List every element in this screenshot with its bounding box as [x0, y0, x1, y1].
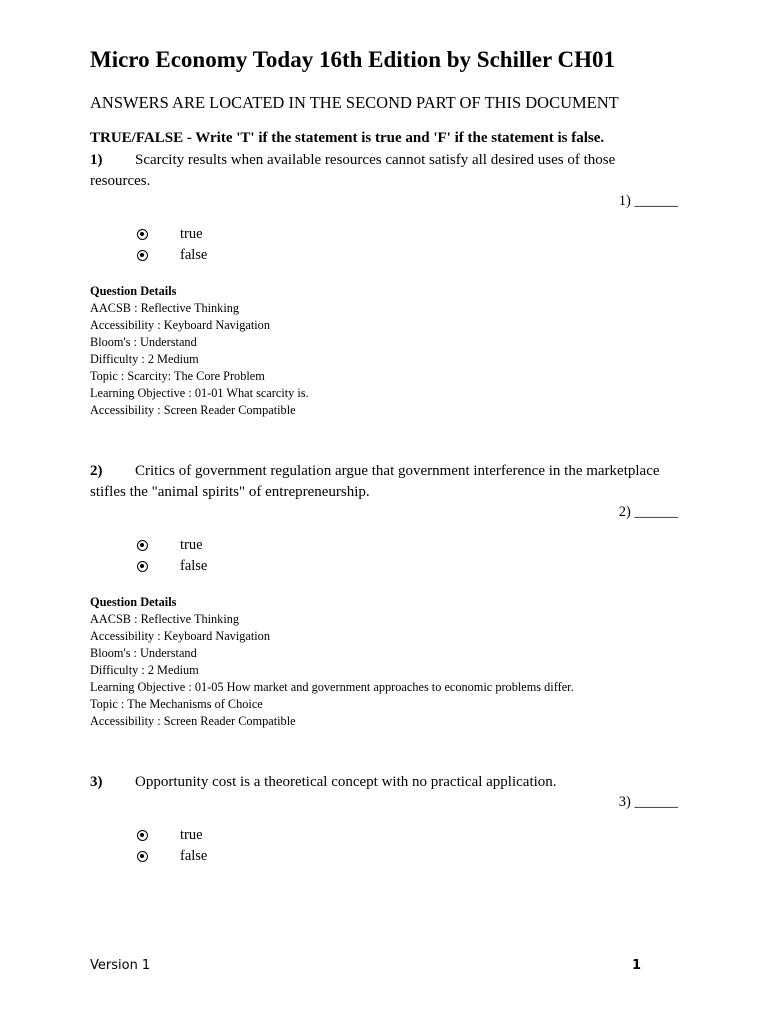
question-2-details: [90, 594, 574, 730]
detail-accessibility: Accessibility : Screen Reader Compatible: [90, 714, 296, 728]
detail-learning-objective: Learning Objective : 01-05 How market and government approaches to economic problems differ.: [90, 680, 574, 694]
footer-page-number: 1: [632, 958, 642, 973]
details-heading: Question Details: [90, 284, 177, 298]
question-2-number: 2): [90, 463, 103, 479]
instructions: TRUE/FALSE - Write 'T' if the statement is true and 'F' if the statement is false.: [90, 130, 605, 146]
detail-learning-objective: Learning Objective : 01-01 What scarcity is.: [90, 386, 309, 400]
question-1-line2: resources.: [90, 173, 151, 189]
question-2-line2: stifles the "animal spirits" of entrepreneurship.: [90, 484, 370, 500]
document-subtitle: ANSWERS ARE LOCATED IN THE SECOND PART OF THIS DOCUMENT: [90, 93, 619, 112]
question-2-answer-blank[interactable]: 2) ______: [618, 504, 678, 520]
question-1-line1: Scarcity results when available resources cannot satisfy all desired uses of those: [135, 152, 616, 168]
question-1-text: [90, 150, 615, 171]
question-1-false-radio[interactable]: [137, 250, 148, 261]
detail-difficulty: Difficulty : 2 Medium: [90, 352, 199, 366]
question-1-number: 1): [90, 152, 103, 168]
question-3-answer-blank[interactable]: 3) ______: [618, 794, 678, 810]
detail-blooms: Bloom's : Understand: [90, 646, 197, 660]
question-1-details: [90, 283, 309, 419]
question-3-text: [90, 772, 557, 793]
question-2-true-radio[interactable]: [137, 540, 148, 551]
question-2-false-radio[interactable]: [137, 561, 148, 572]
document-title: Micro Economy Today 16th Edition by Schiller CH01: [90, 47, 616, 72]
question-3-false-radio[interactable]: [137, 851, 148, 862]
detail-accessibility: Accessibility : Screen Reader Compatible: [90, 403, 296, 417]
question-3-false-label: false: [180, 848, 208, 864]
detail-accessibility: Accessibility : Keyboard Navigation: [90, 318, 270, 332]
question-1-answer-blank[interactable]: 1) ______: [618, 193, 678, 209]
detail-topic: Topic : The Mechanisms of Choice: [90, 697, 263, 711]
detail-accessibility: Accessibility : Keyboard Navigation: [90, 629, 270, 643]
detail-topic: Topic : Scarcity: The Core Problem: [90, 369, 265, 383]
question-2-text: [90, 461, 660, 482]
question-1-true-radio[interactable]: [137, 229, 148, 240]
footer-version: Version 1: [90, 958, 151, 973]
question-3-true-label: true: [180, 827, 203, 843]
question-2-false-label: false: [180, 558, 208, 574]
detail-aacsb: AACSB : Reflective Thinking: [90, 301, 240, 315]
detail-difficulty: Difficulty : 2 Medium: [90, 663, 199, 677]
question-1-false-label: false: [180, 247, 208, 263]
details-heading: Question Details: [90, 595, 177, 609]
question-2-line1: Critics of government regulation argue that government interference in the marketplace: [135, 463, 660, 479]
detail-aacsb: AACSB : Reflective Thinking: [90, 612, 240, 626]
question-2-true-label: true: [180, 537, 203, 553]
question-3-number: 3): [90, 774, 103, 790]
question-1-true-label: true: [180, 226, 203, 242]
question-3-line1: Opportunity cost is a theoretical concept with no practical application.: [135, 774, 557, 790]
question-3-true-radio[interactable]: [137, 830, 148, 841]
detail-blooms: Bloom's : Understand: [90, 335, 197, 349]
